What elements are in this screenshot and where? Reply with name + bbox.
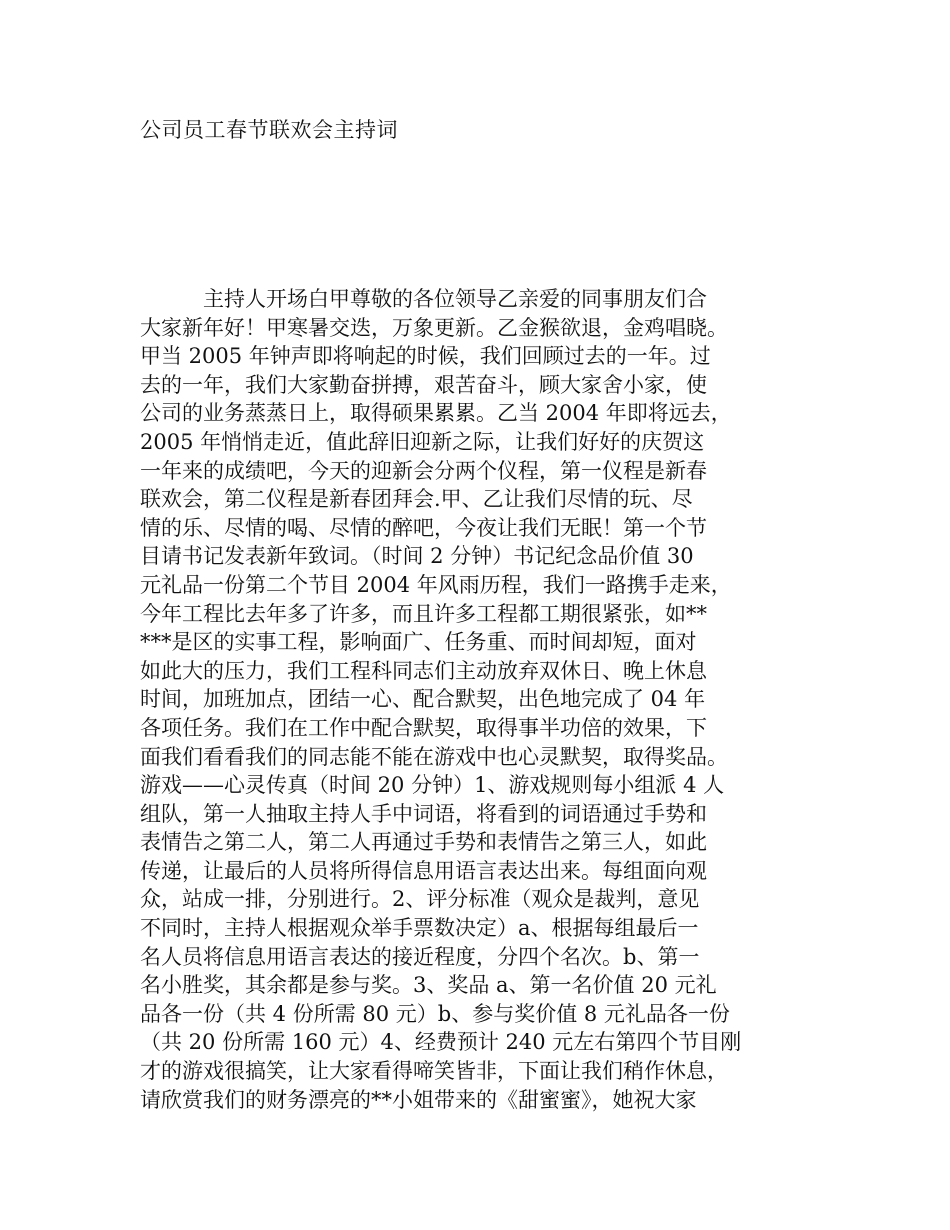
body-line: 今年工程比去年多了许多，而且许多工程都工期很紧张，如**: [140, 601, 707, 626]
body-line: 不同时，主持人根据观众举手票数决定）a、根据每组最后一: [140, 916, 699, 941]
body-line: 元礼品一份第二个节目 2004 年风雨历程，我们一路携手走来，: [140, 572, 732, 597]
body-line: 2005 年悄悄走近，值此辞旧迎新之际，让我们好好的庆贺这: [140, 429, 705, 454]
body-line: 大家新年好！甲寒暑交迭，万象更新。乙金猴欲退，金鸡唱晓。: [140, 315, 728, 340]
body-line: 游戏——心灵传真（时间 20 分钟）1、游戏规则每小组派 4 人: [140, 773, 725, 798]
body-line: 名小胜奖，其余都是参与奖。3、奖品 a、第一名价值 20 元礼: [140, 973, 717, 998]
body-line: 面我们看看我们的同志能不能在游戏中也心灵默契，取得奖品。: [140, 744, 728, 769]
body-line: 众，站成一排，分别进行。2、评分标准（观众是裁判，意见: [140, 887, 700, 912]
body-line: 目请书记发表新年致词。（时间 2 分钟）书记纪念品价值 30: [140, 544, 694, 569]
body-line: 甲当 2005 年钟声即将响起的时候，我们回顾过去的一年。过: [140, 344, 711, 369]
body-line: 表情告之第二人，第二人再通过手势和表情告之第三人，如此: [140, 830, 707, 855]
body-line: 传递，让最后的人员将所得信息用语言表达出来。每组面向观: [140, 858, 707, 883]
body-line: 联欢会，第二仪程是新春团拜会.甲、乙让我们尽情的玩、尽: [140, 487, 693, 512]
body-line: （共 20 份所需 160 元）4、经费预计 240 元左右第四个节目刚: [140, 1030, 742, 1055]
body-line: 请欣赏我们的财务漂亮的**小姐带来的《甜蜜蜜》，她祝大家: [140, 1087, 697, 1112]
body-line: 时间，加班加点，团结一心、配合默契，出色地完成了 04 年: [140, 687, 706, 712]
body-line: 公司的业务蒸蒸日上，取得硕果累累。乙当 2004 年即将远去，: [140, 401, 732, 426]
body-line: 主持人开场白甲尊敬的各位领导乙亲爱的同事朋友们合: [203, 287, 707, 311]
body-line: 各项任务。我们在工作中配合默契，取得事半功倍的效果，下: [140, 715, 707, 740]
body-line: 一年来的成绩吧，今天的迎新会分两个仪程，第一仪程是新春: [140, 458, 707, 483]
body-line: 品各一份（共 4 份所需 80 元）b、参与奖价值 8 元礼品各一份: [140, 1001, 730, 1026]
body-line: 情的乐、尽情的喝、尽情的醉吧，今夜让我们无眠！第一个节: [140, 515, 707, 540]
body-line: 去的一年，我们大家勤奋拼搏，艰苦奋斗，顾大家舍小家，使: [140, 372, 707, 397]
body-line: 才的游戏很搞笑，让大家看得啼笑皆非，下面让我们稍作休息，: [140, 1059, 728, 1084]
body-line: 名人员将信息用语言表达的接近程度，分四个名次。b、第一: [140, 944, 700, 969]
body-line: 组队，第一人抽取主持人手中词语，将看到的词语通过手势和: [140, 801, 707, 826]
document-title: 公司员工春节联欢会主持词: [140, 118, 398, 142]
body-line: 如此大的压力，我们工程科同志们主动放弃双休日、晚上休息: [140, 658, 707, 683]
body-line: ***是区的实事工程，影响面广、任务重、而时间却短，面对: [140, 630, 697, 655]
document-body: [140, 285, 830, 1114]
